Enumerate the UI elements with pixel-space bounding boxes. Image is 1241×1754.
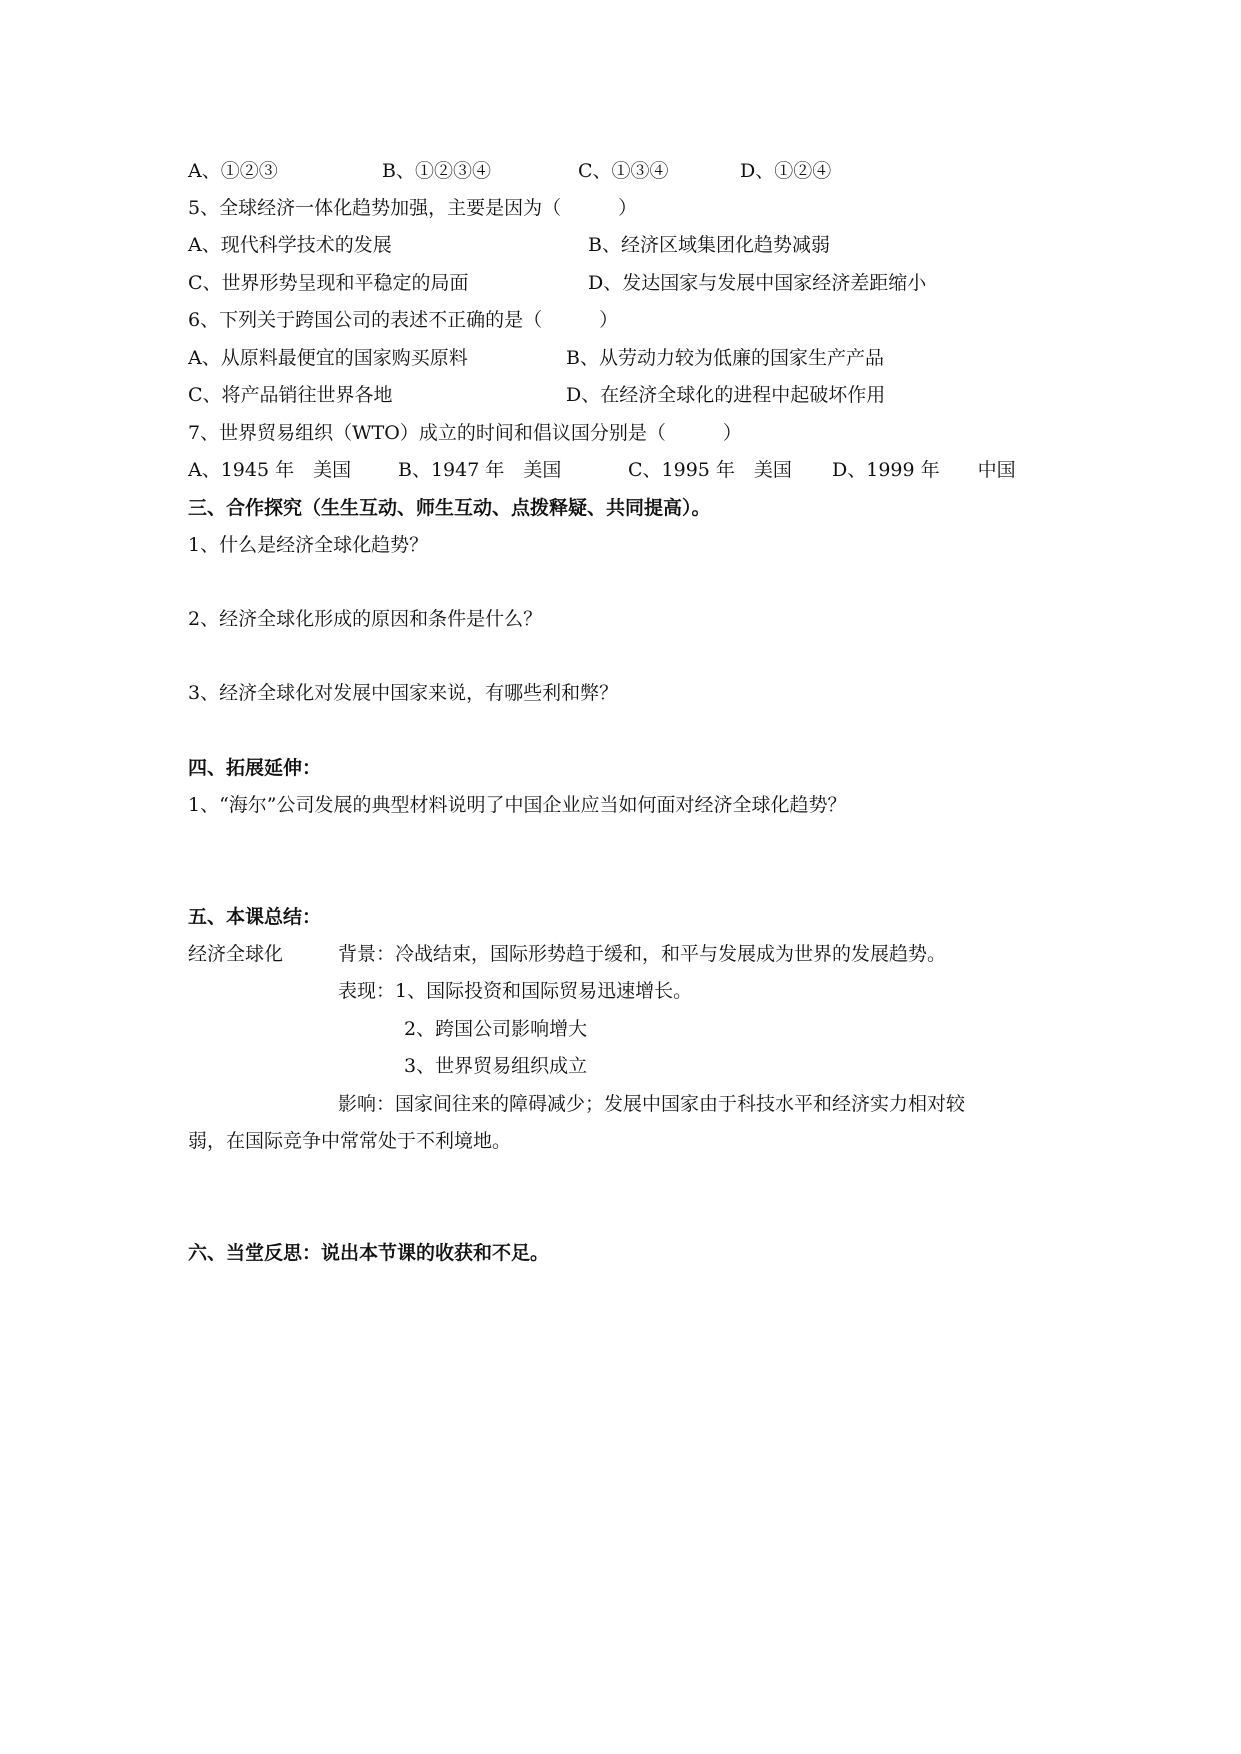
summary-expression-2: 2、跨国公司影响增大 <box>404 1018 588 1040</box>
q4-option-a: A、①②③ <box>188 160 278 182</box>
summary-influence-line-1: 影响：国家间往来的障碍减少；发展中国家由于科技水平和经济实力相对较 <box>338 1093 966 1115</box>
q7-option-a: A、1945 年 美国 <box>188 459 352 481</box>
q4-option-b: B、①②③④ <box>382 160 491 182</box>
q7-option-c: C、1995 年 美国 <box>628 459 792 481</box>
section-3-title: 三、合作探究（生生互动、师生互动、点拨释疑、共同提高）。 <box>188 497 711 519</box>
q7-option-b: B、1947 年 美国 <box>398 459 562 481</box>
q6-stem: 6、下列关于跨国公司的表述不正确的是（ ） <box>188 309 619 331</box>
section-3-question-3: 3、经济全球化对发展中国家来说，有哪些利和弊？ <box>188 682 619 704</box>
section-3-question-1: 1、什么是经济全球化趋势？ <box>188 534 429 556</box>
q6-option-c: C、将产品销往世界各地 <box>188 384 393 406</box>
q4-option-c: C、①③④ <box>578 160 669 182</box>
section-4-title: 四、拓展延伸： <box>188 757 322 779</box>
section-4-question-1: 1、“海尔”公司发展的典型材料说明了中国企业应当如何面对经济全球化趋势？ <box>188 794 847 816</box>
q7-stem: 7、世界贸易组织（WTO）成立的时间和倡议国分别是（ ） <box>188 422 742 444</box>
summary-expression-1: 表现：1、国际投资和国际贸易迅速增长。 <box>338 980 693 1002</box>
q5-option-a: A、现代科学技术的发展 <box>188 234 392 256</box>
q6-option-d: D、在经济全球化的进程中起破坏作用 <box>566 384 886 406</box>
summary-background: 背景：冷战结束，国际形势趋于缓和，和平与发展成为世界的发展趋势。 <box>338 943 947 965</box>
section-6-title: 六、当堂反思：说出本节课的收获和不足。 <box>188 1242 550 1264</box>
section-5-title: 五、本课总结： <box>188 906 322 928</box>
q4-option-d: D、①②④ <box>740 160 832 182</box>
section-3-question-2: 2、经济全球化形成的原因和条件是什么？ <box>188 608 543 630</box>
q6-option-b: B、从劳动力较为低廉的国家生产产品 <box>566 347 884 369</box>
summary-expression-3: 3、世界贸易组织成立 <box>404 1055 588 1077</box>
q7-option-d: D、1999 年 中国 <box>832 459 1016 481</box>
summary-influence-line-2: 弱，在国际竞争中常常处于不利境地。 <box>188 1130 512 1152</box>
q5-option-b: B、经济区域集团化趋势减弱 <box>588 234 830 256</box>
q5-option-c: C、世界形势呈现和平稳定的局面 <box>188 272 469 294</box>
q5-stem: 5、全球经济一体化趋势加强，主要是因为（ ） <box>188 197 638 219</box>
q5-option-d: D、发达国家与发展中国家经济差距缩小 <box>588 272 927 294</box>
summary-topic: 经济全球化 <box>188 943 284 965</box>
q6-option-a: A、从原料最便宜的国家购买原料 <box>188 347 468 369</box>
